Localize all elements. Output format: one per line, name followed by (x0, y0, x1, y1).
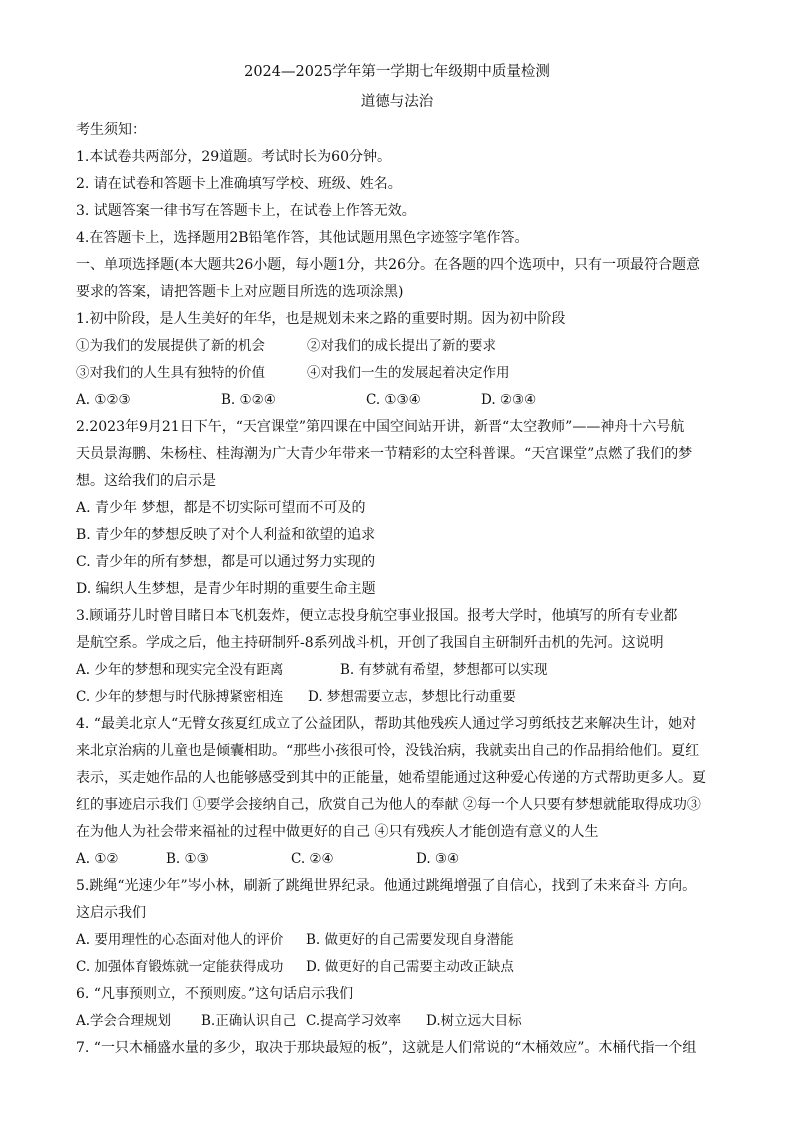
statement: ③对我们的人生具有独特的价值 (76, 365, 265, 381)
notice-item: 4.在答题卡上，选择题用2B铅笔作答，其他试题用黑色字迹签字笔作答。 (76, 230, 529, 246)
section-heading-cont: 要求的答案，请把答题卡上对应题目所选的选项涂黑) (76, 284, 404, 300)
option: A.学会合理规划 (76, 1013, 172, 1029)
statement: ②对我们的成长提出了新的要求 (307, 338, 496, 354)
question-stem: 3.顾诵芬儿时曾目睹日本飞机轰炸，便立志投身航空事业报国。报考大学时，他填写的所有专业都 (76, 608, 678, 624)
option: D. 做更好的自己需要主动改正缺点 (306, 959, 514, 975)
option: D. ②③④ (481, 392, 537, 408)
notice-item: 3. 试题答案一律书写在答题卡上，在试卷上作答无效。 (76, 203, 416, 219)
exam-title: 2024—2025学年第一学期七年级期中质量检测 (244, 64, 550, 80)
statement: ④对我们一生的发展起着决定作用 (307, 365, 510, 381)
option: D. ③④ (416, 851, 460, 867)
option: D.树立远大目标 (426, 1013, 522, 1029)
question-stem: 这启示我们 (76, 905, 146, 921)
notice-item: 2. 请在试卷和答题卡上准确填写学校、班级、姓名。 (76, 176, 402, 192)
question-stem: 是航空系。学成之后，他主持研制歼-8系列战斗机，开创了我国自主研制歼击机的先河。这说明 (76, 635, 664, 651)
question-stem: 4. “最美北京人“无臂女孩夏红成立了公益团队，帮助其他残疾人通过学习剪纸技艺来解决生计，她对 (76, 716, 697, 732)
option: D. 梦想需要立志，梦想比行动重要 (308, 689, 516, 705)
option: B. 青少年的梦想反映了对个人利益和欲望的追求 (76, 527, 376, 543)
notice-item: 1.本试卷共两部分，29道题。考试时长为60分钟。 (76, 149, 391, 165)
question-stem: 5.跳绳“光速少年”岑小林，刷新了跳绳世界纪录。他通过跳绳增强了自信心，找到了未来奋斗 方向。 (76, 878, 697, 894)
question-stem: 7. “一只木桶盛水量的多少，取决于那块最短的板”，这就是人们常说的“木桶效应”。木桶代指一个组 (76, 1040, 697, 1056)
option: C. 少年的梦想与时代脉搏紧密相连 (76, 689, 284, 705)
options-row (76, 1011, 716, 1131)
option: A. ①② (76, 851, 119, 867)
option: A. 青少年 梦想，都是不切实际可望而不可及的 (76, 500, 366, 516)
option: B.正确认识自己 (201, 1013, 297, 1029)
notice-heading: 考生须知： (76, 122, 146, 138)
question-stem: 2.2023年9月21日下午，“天宫课堂”第四课在中国空间站开讲，新晋“太空教师”——神舟十六号航 (76, 419, 685, 435)
question-stem: 6. “凡事预则立，不预则废。”这句话启示我们 (76, 986, 354, 1002)
option: A. 要用理性的心态面对他人的评价 (76, 932, 284, 948)
option: C. 加强体育锻炼就一定能获得成功 (76, 959, 284, 975)
section-heading: 一、单项选择题(本大题共26小题，每小题1分，共26分。在各题的四个选项中，只有一项最符合题意 (76, 257, 700, 273)
statement: ①为我们的发展提供了新的机会 (76, 338, 265, 354)
option: A. ①②③ (76, 392, 131, 408)
option: D. 编织人生梦想，是青少年时期的重要生命主题 (76, 581, 376, 597)
option: C. 青少年的所有梦想，都是可以通过努力实现的 (76, 554, 376, 570)
question-stem: 天员景海鹏、朱杨柱、桂海潮为广大青少年带来一节精彩的太空科普课。“天宫课堂”点燃了我们的梦 (76, 446, 693, 462)
option: B. 做更好的自己需要发现自身潜能 (306, 932, 514, 948)
option: B. ①③ (166, 851, 209, 867)
question-stem: 表示，买走她作品的人也能够感受到其中的正能量，她希望能通过这种爱心传递的方式帮助更多人。夏 (76, 770, 706, 786)
question-stem: 红的事迹启示我们 ①要学会接纳自己，欣赏自己为他人的奉献 ②每一个人只要有梦想就能取得成功③ (76, 797, 701, 813)
question-stem: 在为他人为社会带来福祉的过程中做更好的自己 ④只有残疾人才能创造有意义的人生 (76, 824, 599, 840)
question-stem: 来北京治病的儿童也是倾囊相助。“那些小孩很可怜，没钱治病，我就卖出自己的作品捐给他们。夏红 (76, 743, 700, 759)
option: A. 少年的梦想和现实完全没有距离 (76, 662, 284, 678)
question-stem: 1.初中阶段，是人生美好的年华，也是规划未来之路的重要时期。因为初中阶段 (76, 311, 566, 327)
option: C.提高学习效率 (306, 1013, 402, 1029)
question-stem: 想。这给我们的启示是 (76, 473, 216, 489)
option: C. ①③④ (366, 392, 421, 408)
option: B. 有梦就有希望，梦想都可以实现 (340, 662, 548, 678)
subject-title: 道德与法治 (360, 94, 434, 110)
option: B. ①②④ (221, 392, 276, 408)
option: C. ②④ (291, 851, 334, 867)
